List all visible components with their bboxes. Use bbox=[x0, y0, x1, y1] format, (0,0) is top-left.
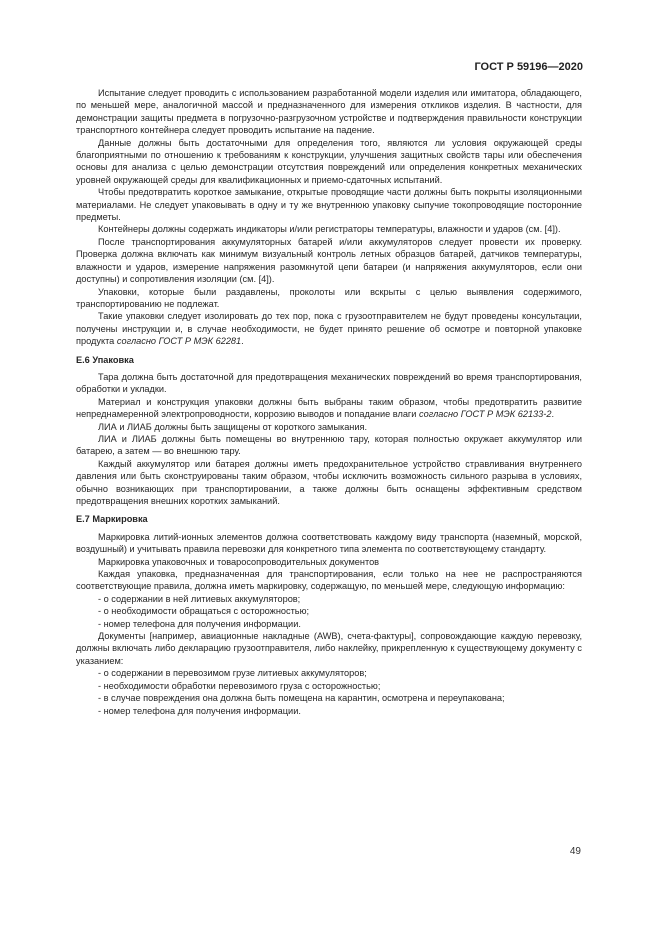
list-item: - в случае повреждения она должна быть помещена на карантин, осмотрена и переупакована; bbox=[98, 693, 505, 704]
paragraph: Маркировка упаковочных и товаросопроводительных документов bbox=[98, 556, 380, 567]
paragraph: ЛИА и ЛИАБ должны быть помещены во внутреннюю тару, которая полностью окружает аккумулятор или батарею, а затем — во внешнюю тару. bbox=[76, 433, 582, 457]
list-item: - необходимости обработки перевозимого груза с осторожностью; bbox=[98, 680, 381, 691]
paragraph: Контейнеры должны содержать индикаторы и/или регистраторы температуры, влажности и ударов (см. [4]). bbox=[98, 224, 561, 235]
list-item: - о содержании в перевозимом грузе литиевых аккумуляторов; bbox=[98, 668, 367, 679]
list-item: - номер телефона для получения информации. bbox=[98, 705, 301, 716]
list-item: - о содержании в ней литиевых аккумуляторов; bbox=[98, 593, 301, 604]
paragraph: ЛИА и ЛИАБ должны быть защищены от короткого замыкания. bbox=[98, 421, 368, 432]
paragraph: Упаковки, которые были раздавлены, проколоты или вскрыты с целью выявления содержимого, транспортированию не подлежат. bbox=[76, 286, 582, 309]
paragraph: После транспортирования аккумуляторных батарей и/или аккумуляторов следует провести их проверку. Проверка должна включать как минимум визуальный контроль летных образцов батарей, датчиков температуры, влажности и ударов, измерение напряжения разомкнутой цепи батареи (и напряжения аккумуляторов, если они доступны) и сопротивления изоляции (см. [4]). bbox=[76, 236, 582, 285]
document-code-header: ГОСТ Р 59196—2020 bbox=[474, 61, 583, 73]
list-item: - о необходимости обращаться с осторожностью; bbox=[98, 606, 310, 617]
paragraph-text: Материал и конструкция упаковки должны быть выбраны таким образом, чтобы предотвратить развитие непреднамеренной электропроводности, коррозию выводов и попадание влаги bbox=[76, 396, 582, 420]
section-heading-e6: Е.6 Упаковка bbox=[76, 354, 134, 365]
page-content bbox=[76, 87, 582, 717]
paragraph: Маркировка литий-ионных элементов должна соответствовать каждому виду транспорта (наземный, морской, воздушный) и учитывать правила перевозки для конкретного типа элемента по соответствующему стандарту. bbox=[76, 531, 582, 555]
list-item: - номер телефона для получения информации. bbox=[98, 618, 301, 629]
paragraph: Испытание следует проводить с использованием разработанной модели изделия или имитатора, обладающего, по меньшей мере, аналогичной массой и предназначенного для измерения откликов изделия. В частности, для демонстрации защиты предмета в погрузочно-разгрузочном устройстве и подтверждения правильности конструкции транспортного контейнера следует проводить испытание на падение. bbox=[76, 88, 582, 136]
paragraph-end: . bbox=[241, 336, 244, 347]
paragraph: Каждый аккумулятор или батарея должны иметь предохранительное устройство стравливания внутреннего давления или быть сконструированы таким образом, чтобы исключить возможность сильного разрыва в условиях, обычно возникающих при транспортировании, а также должны быть оснащены эффективным средством предотвращения внешних коротких замыканий. bbox=[76, 458, 582, 506]
standard-reference: согласно ГОСТ Р МЭК 62133-2 bbox=[418, 409, 552, 420]
paragraph: Чтобы предотвратить короткое замыкание, открытые проводящие части должны быть покрыты изоляционными материалами. Не следует упаковывать в одну и ту же внутреннюю упаковку сыпучие токопроводящие посторонние предметы. bbox=[76, 187, 582, 223]
standard-reference: согласно ГОСТ Р МЭК 62281 bbox=[116, 336, 242, 347]
paragraph-end: . bbox=[551, 409, 555, 420]
page-number: 49 bbox=[569, 846, 581, 857]
paragraph: Тара должна быть достаточной для предотвращения механических повреждений во время транспортирования, обработки и укладки. bbox=[76, 371, 582, 395]
paragraph: Данные должны быть достаточными для определения того, являются ли условия окружающей среды благоприятными по отношению к требованиям к конструкции, улучшения защитных свойств тары или обеспечения основы для анализа с целью демонстрации отсутствия повреждений или определения конкретных механических уровней окружающей среды для квалификационных и приемо-сдаточных испытаний. bbox=[76, 137, 582, 185]
paragraph-text: Такие упаковки следует изолировать до тех пор, пока с грузоотправителем не будут проведены консультации, получены инструкции и, в случае необходимости, не будет принято решение об осмотре и повторной упаковке продукта bbox=[76, 311, 582, 347]
paragraph bbox=[76, 396, 582, 421]
section-heading-e7: Е.7 Маркировка bbox=[76, 514, 148, 525]
paragraph bbox=[76, 310, 582, 347]
paragraph: Документы [например, авиационные накладные (AWB), счета-фактуры], сопровождающие каждую перевозку, должны включать либо декларацию грузоотправителя, либо наклейку, прикрепленную к существующему документу с указанием: bbox=[76, 631, 582, 666]
paragraph: Каждая упаковка, предназначенная для транспортирования, если только на нее не распространяются соответствующие правила, должна иметь маркировку, содержащую, по меньшей мере, следующую информацию: bbox=[76, 569, 582, 592]
